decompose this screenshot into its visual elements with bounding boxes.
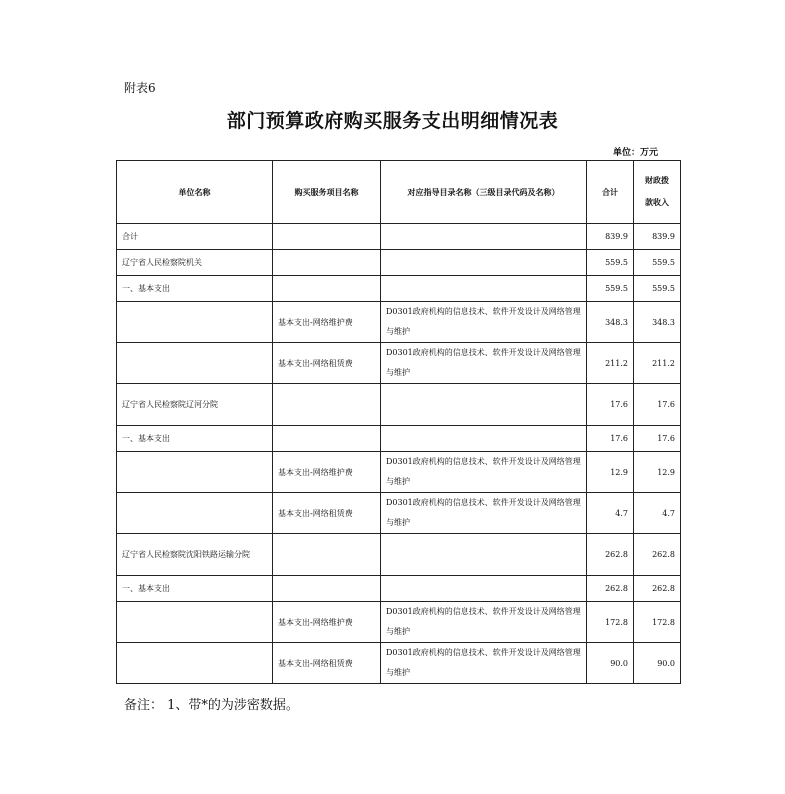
- unit-label: 单位：万元: [613, 148, 659, 158]
- row-unit: 合计: [117, 224, 273, 250]
- row-unit: 辽宁省人民检察院沈阳铁路运输分院: [117, 534, 273, 576]
- table-row: [117, 493, 681, 534]
- row-unit: [117, 343, 273, 384]
- row-catalog: D0301政府机构的信息技术、软件开发设计及网络管理与维护: [381, 493, 587, 534]
- header-unit-name: 单位名称: [117, 161, 273, 224]
- budget-table: [116, 160, 681, 684]
- row-total: 4.7: [587, 493, 634, 534]
- row-item: 基本支出-网络租赁费: [273, 343, 381, 384]
- row-catalog: [381, 534, 587, 576]
- row-catalog: D0301政府机构的信息技术、软件开发设计及网络管理与维护: [381, 343, 587, 384]
- row-total: 839.9: [587, 224, 634, 250]
- table-row: [117, 384, 681, 426]
- table-row: [117, 576, 681, 602]
- row-fiscal: 211.2: [634, 343, 681, 384]
- row-total: 211.2: [587, 343, 634, 384]
- header-service-item: 购买服务项目名称: [273, 161, 381, 224]
- row-catalog: [381, 224, 587, 250]
- row-item: [273, 534, 381, 576]
- row-total: 17.6: [587, 426, 634, 452]
- row-item: [273, 224, 381, 250]
- row-fiscal: 12.9: [634, 452, 681, 493]
- table-row: [117, 643, 681, 684]
- row-fiscal: 17.6: [634, 384, 681, 426]
- header-fiscal: [634, 161, 681, 224]
- row-unit: 辽宁省人民检察院机关: [117, 250, 273, 276]
- row-total: 90.0: [587, 643, 634, 684]
- row-catalog: D0301政府机构的信息技术、软件开发设计及网络管理与维护: [381, 452, 587, 493]
- row-catalog: [381, 384, 587, 426]
- row-total: 262.8: [587, 534, 634, 576]
- table-row: [117, 602, 681, 643]
- row-fiscal: 559.5: [634, 276, 681, 302]
- row-item: [273, 426, 381, 452]
- row-unit: 一、基本支出: [117, 276, 273, 302]
- row-fiscal: 17.6: [634, 426, 681, 452]
- header-catalog: 对应指导目录名称（三级目录代码及名称）: [381, 161, 587, 224]
- header-total: 合计: [587, 161, 634, 224]
- row-fiscal: 262.8: [634, 576, 681, 602]
- table-row: [117, 452, 681, 493]
- header-fiscal-line1: 财政拨: [645, 176, 669, 185]
- table-row: [117, 276, 681, 302]
- row-unit: 一、基本支出: [117, 426, 273, 452]
- row-total: 262.8: [587, 576, 634, 602]
- row-item: 基本支出-网络租赁费: [273, 643, 381, 684]
- row-fiscal: 172.8: [634, 602, 681, 643]
- row-item: [273, 384, 381, 426]
- table-row: [117, 426, 681, 452]
- row-catalog: [381, 250, 587, 276]
- header-fiscal-line2: 款收入: [645, 198, 669, 207]
- row-catalog: D0301政府机构的信息技术、软件开发设计及网络管理与维护: [381, 643, 587, 684]
- table-row: [117, 250, 681, 276]
- row-total: 559.5: [587, 250, 634, 276]
- row-fiscal: 348.3: [634, 302, 681, 343]
- row-unit: [117, 602, 273, 643]
- row-catalog: [381, 426, 587, 452]
- row-catalog: D0301政府机构的信息技术、软件开发设计及网络管理与维护: [381, 302, 587, 343]
- row-fiscal: 90.0: [634, 643, 681, 684]
- row-unit: [117, 452, 273, 493]
- row-item: [273, 576, 381, 602]
- row-fiscal: 4.7: [634, 493, 681, 534]
- row-unit: [117, 302, 273, 343]
- table-row: [117, 224, 681, 250]
- row-unit: 一、基本支出: [117, 576, 273, 602]
- row-item: 基本支出-网络维护费: [273, 452, 381, 493]
- row-item: [273, 250, 381, 276]
- row-item: 基本支出-网络维护费: [273, 602, 381, 643]
- row-total: 12.9: [587, 452, 634, 493]
- row-fiscal: 262.8: [634, 534, 681, 576]
- row-catalog: D0301政府机构的信息技术、软件开发设计及网络管理与维护: [381, 602, 587, 643]
- attachment-label: 附表6: [124, 81, 156, 95]
- row-item: 基本支出-网络维护费: [273, 302, 381, 343]
- row-total: 348.3: [587, 302, 634, 343]
- footnote: 备注： 1、带*的为涉密数据。: [124, 698, 299, 713]
- row-item: 基本支出-网络租赁费: [273, 493, 381, 534]
- row-catalog: [381, 276, 587, 302]
- table-row: [117, 302, 681, 343]
- row-unit: 辽宁省人民检察院辽河分院: [117, 384, 273, 426]
- row-total: 172.8: [587, 602, 634, 643]
- table-header-row: [117, 161, 681, 224]
- row-fiscal: 559.5: [634, 250, 681, 276]
- page-title: 部门预算政府购买服务支出明细情况表: [226, 110, 559, 132]
- table-row: [117, 534, 681, 576]
- row-fiscal: 839.9: [634, 224, 681, 250]
- row-unit: [117, 643, 273, 684]
- table-row: [117, 343, 681, 384]
- row-item: [273, 276, 381, 302]
- row-total: 17.6: [587, 384, 634, 426]
- row-catalog: [381, 576, 587, 602]
- row-unit: [117, 493, 273, 534]
- row-total: 559.5: [587, 276, 634, 302]
